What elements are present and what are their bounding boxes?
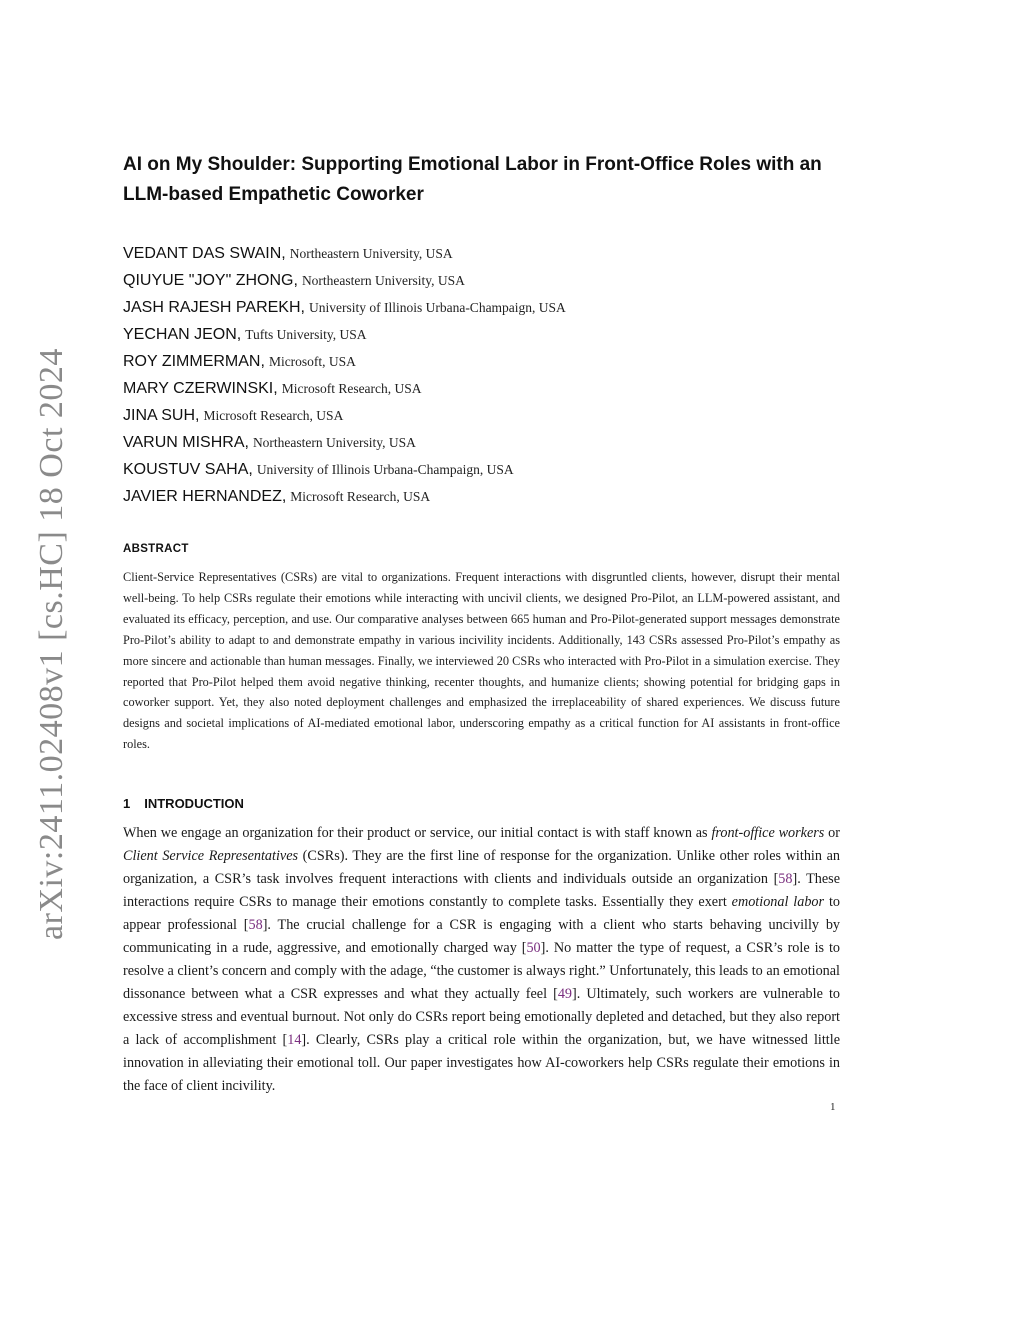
intro-emphasis: Client Service Representatives (123, 848, 299, 864)
intro-text: ]. Clearly, CSRs play a critical role within the organization, but, we have witnessed little innovation in alleviating their emotional toll. Our paper investigates how AI-coworkers help CSRs regulate their emotions in the face of client incivility. (123, 1032, 840, 1094)
citation-link[interactable]: 58 (248, 917, 263, 933)
author-entry (123, 402, 566, 429)
author-name: KOUSTUV SAHA, (123, 461, 253, 478)
author-entry (123, 375, 566, 402)
author-affiliation: Microsoft Research, USA (203, 408, 344, 423)
author-entry (123, 240, 566, 267)
page-number: 1 (830, 1101, 836, 1113)
citation-link[interactable]: 58 (778, 871, 793, 887)
intro-text: (CSRs). They are the first line of response for the organization. Unlike other roles within an organization, a CSR’s task involves frequent interactions with clients and individuals outside an organization [ (123, 848, 840, 887)
arxiv-watermark: arXiv:2411.02408v1 [cs.HC] 18 Oct 2024 (33, 348, 70, 940)
author-name: YECHAN JEON, (123, 326, 242, 343)
author-affiliation: Microsoft Research, USA (281, 381, 422, 396)
author-affiliation: University of Illinois Urbana-Champaign, USA (256, 462, 514, 477)
section-heading-introduction (123, 796, 244, 811)
intro-emphasis: front-office workers (711, 825, 825, 841)
paper-title: AI on My Shoulder: Supporting Emotional Labor in Front-Office Roles with an LLM-based Empathetic Coworker (123, 154, 822, 205)
author-entry (123, 267, 566, 294)
author-entry (123, 456, 566, 483)
intro-text: to appear professional [ (123, 894, 840, 933)
author-affiliation: Tufts University, USA (245, 327, 367, 342)
author-name: JINA SUH, (123, 407, 200, 424)
author-name: QIUYUE "JOY" ZHONG, (123, 272, 298, 289)
author-affiliation: Northeastern University, USA (252, 435, 416, 450)
author-entry (123, 321, 566, 348)
section-title: INTRODUCTION (144, 796, 244, 811)
intro-text: ]. The crucial challenge for a CSR is engaging with a client who starts behaving uncivilly by communicating in a rude, aggressive, and emotionally charged way [ (123, 917, 841, 956)
intro-emphasis: emotional labor (731, 894, 825, 910)
intro-text: ]. No matter the type of request, a CSR’s role is to resolve a client’s concern and comply with the adage, “the customer is always right.” Unfortunately, this leads to an emotional dissonance between what a CSR expresses and what they actually feel [ (123, 940, 841, 1002)
author-name: ROY ZIMMERMAN, (123, 353, 265, 370)
citation-link[interactable]: 50 (526, 940, 541, 956)
author-affiliation: University of Illinois Urbana-Champaign, USA (308, 300, 566, 315)
section-number: 1 (123, 796, 131, 811)
author-name: VARUN MISHRA, (123, 434, 249, 451)
introduction-paragraph (123, 822, 840, 1098)
author-entry (123, 348, 566, 375)
author-name: MARY CZERWINSKI, (123, 380, 278, 397)
author-name: JASH RAJESH PAREKH, (123, 299, 305, 316)
intro-text: When we engage an organization for their product or service, our initial contact is with staff known as (123, 825, 712, 841)
author-list (123, 240, 566, 510)
abstract-text: Client-Service Representatives (CSRs) are vital to organizations. Frequent interactions with disgruntled clients, however, disrupt their mental well-being. To help CSRs regulate their emotions while interacting with uncivil clients, we designed Pro-Pilot, an LLM-powered assistant, and evaluated its efficacy, perception, and use. Our comparative analyses between 665 human and Pro-Pilot-generated support messages demonstrate Pro-Pilot’s ability to adapt to and demonstrate empathy in various incivility incidents. Additionally, 143 CSRs assessed Pro-Pilot’s empathy as more sincere and actionable than human messages. Finally, we interviewed 20 CSRs who interacted with Pro-Pilot in a simulation exercise. They reported that Pro-Pilot helped them avoid negative thinking, recenter thoughts, and humanize clients; showing potential for bridging gaps in coworker support. Yet, they also noted deployment challenges and emphasized the irreplaceability of shared experiences. We discuss future designs and societal implications of AI-mediated emotional labor, underscoring empathy as a critical function for AI assistants in front-office roles. (123, 570, 840, 752)
author-name: JAVIER HERNANDEZ, (123, 488, 287, 505)
intro-text: ]. These interactions require CSRs to manage their emotions constantly to complete tasks. Essentially they exert (123, 871, 840, 910)
author-entry (123, 483, 566, 510)
intro-text: or (824, 825, 840, 841)
abstract-heading: ABSTRACT (123, 543, 189, 555)
author-affiliation: Microsoft Research, USA (290, 489, 431, 504)
author-entry (123, 429, 566, 456)
author-affiliation: Northeastern University, USA (301, 273, 465, 288)
author-affiliation: Microsoft, USA (268, 354, 356, 369)
citation-link[interactable]: 49 (557, 986, 573, 1002)
author-name: VEDANT DAS SWAIN, (123, 245, 286, 262)
author-affiliation: Northeastern University, USA (289, 246, 453, 261)
citation-link[interactable]: 14 (287, 1032, 302, 1048)
intro-text: ]. Ultimately, such workers are vulnerable to excessive stress and eventual burnout. Not only do CSRs report being emotionally depleted and detached, but they also report a lack of accomplishment [ (123, 986, 840, 1048)
author-entry (123, 294, 566, 321)
